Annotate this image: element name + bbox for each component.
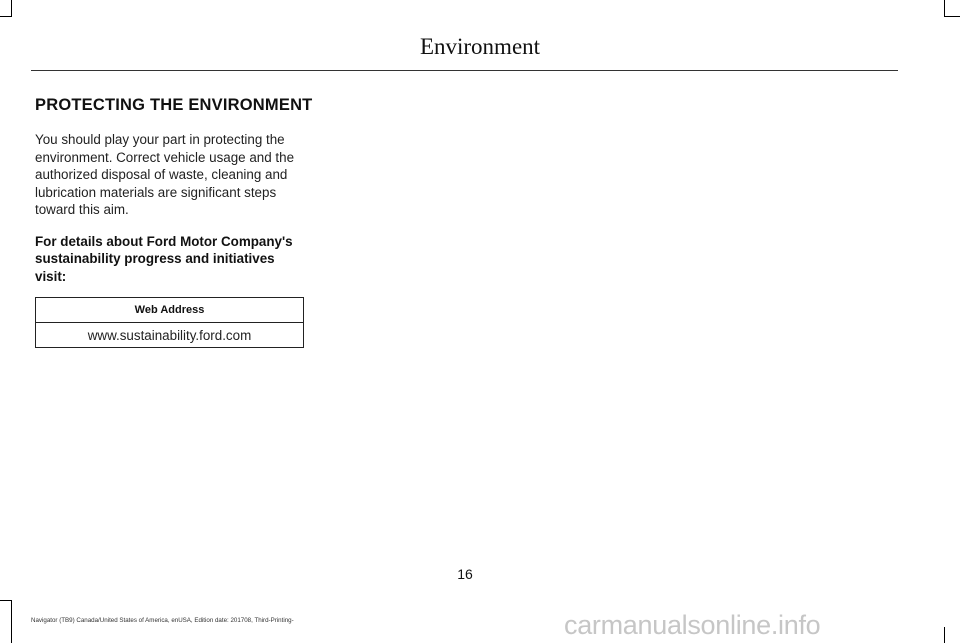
web-address-table xyxy=(35,297,304,348)
web-address-link[interactable]: www.sustainability.ford.com xyxy=(36,323,304,348)
header-divider xyxy=(31,70,898,71)
watermark-logo: carmanualsonline.info xyxy=(564,610,821,640)
edition-footer: Navigator (TB9) Canada/United States of America, enUSA, Edition date: 201708, Third-Printing- xyxy=(31,617,294,624)
crop-mark-bottom-right-vertical xyxy=(944,627,945,643)
crop-mark-top-left-horizontal xyxy=(0,16,12,17)
crop-mark-top-right-horizontal xyxy=(944,16,960,17)
main-content xyxy=(35,96,313,348)
crop-mark-bottom-left-vertical xyxy=(11,600,12,643)
details-paragraph: For details about Ford Motor Company's sustainability progress and initiatives visit: xyxy=(35,233,293,284)
page-number: 16 xyxy=(457,566,473,582)
table-header-row xyxy=(36,298,304,323)
page-header-title: Environment xyxy=(419,34,541,59)
table-row xyxy=(36,323,304,348)
intro-paragraph: You should play your part in protecting the environment. Correct vehicle usage and the authorized disposal of waste, cleaning and lubrication materials are significant steps toward this aim. xyxy=(35,132,295,217)
crop-mark-top-right-vertical xyxy=(944,0,945,17)
table-header-cell: Web Address xyxy=(36,298,304,323)
crop-mark-bottom-left-horizontal xyxy=(0,600,12,601)
crop-mark-top-left-vertical xyxy=(11,0,12,17)
section-heading: PROTECTING THE ENVIRONMENT xyxy=(35,96,313,114)
